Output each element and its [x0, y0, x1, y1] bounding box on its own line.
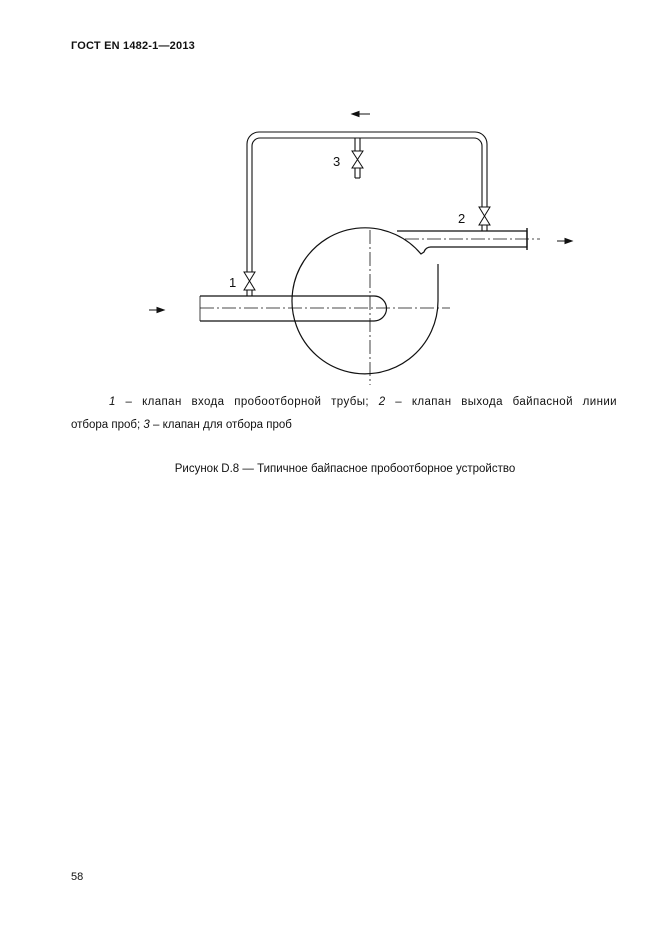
arrow-bypass-flow-icon: [352, 112, 370, 117]
main-body-outline: [292, 228, 527, 374]
legend-item-2-number: 2: [378, 396, 386, 408]
legend-item-3-number: 3: [143, 419, 150, 431]
arrow-outlet-flow-icon: [557, 239, 572, 244]
legend-item-1-number: 1: [109, 396, 116, 408]
figure-caption: Рисунок D.8 — Типичное байпасное пробоотборное устройство: [174, 463, 516, 475]
bypass-sampling-diagram: [0, 0, 662, 400]
legend-line-1: [71, 391, 617, 414]
valve-1-icon: [244, 272, 255, 290]
legend-item-2-text-cont: отбора проб;: [71, 419, 144, 431]
legend-item-3-text: – клапан для отбора проб: [149, 419, 292, 431]
legend-line-2: [71, 414, 617, 437]
valve-3-icon: [352, 151, 363, 168]
legend-item-2-text: – клапан выхода байпасной линии: [385, 396, 617, 408]
bypass-line-outer: [247, 132, 487, 272]
legend-item-1-text: – клапан входа пробоотборной трубы;: [115, 396, 379, 408]
page-number: 58: [71, 871, 84, 883]
bypass-line-inner: [252, 138, 482, 272]
valve-2-label: 2: [458, 211, 466, 226]
valve-1-label: 1: [229, 275, 237, 290]
valve-3-label: 3: [333, 154, 341, 169]
arrow-inlet-flow-icon: [149, 308, 164, 313]
figure-legend: [71, 391, 617, 437]
document-header: ГОСТ EN 1482-1—2013: [71, 40, 195, 52]
valve-2-icon: [479, 207, 490, 225]
